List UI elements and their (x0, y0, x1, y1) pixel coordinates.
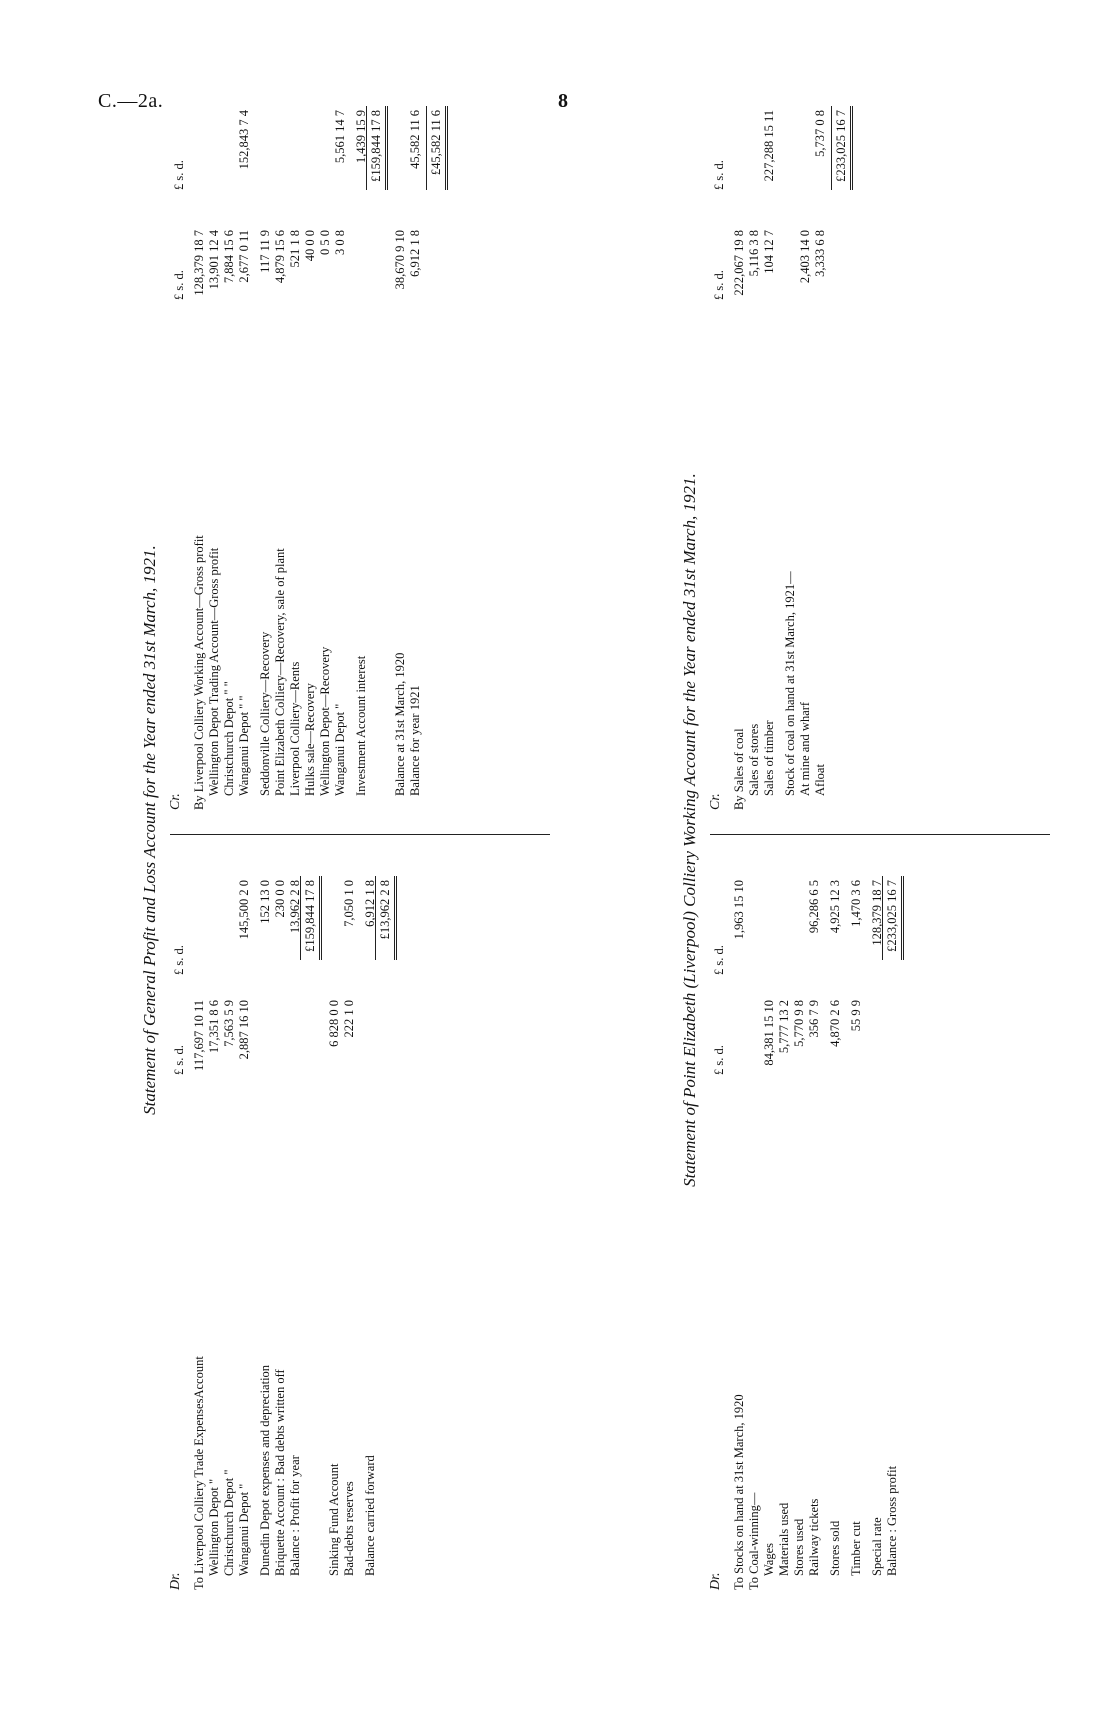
row-label: Balance at 31st March, 1920 (393, 652, 407, 796)
row-label: Afloat (813, 764, 827, 796)
statement-title: Statement of General Profit and Loss Account for the Year ended 31st March, 1921. (140, 545, 159, 1115)
cr-units: £ s. d. (172, 270, 186, 300)
column-divider (710, 834, 1050, 835)
row-label: Balance : Gross profit (885, 1465, 899, 1576)
total-rule (882, 876, 883, 960)
row-label: Railway tickets (807, 1498, 821, 1576)
row-label: Christchurch Depot " (222, 1469, 236, 1576)
cr-units: £ s. d. (712, 270, 726, 300)
dr-label: Dr. (168, 1572, 183, 1590)
row-label: To Coal-winning— (747, 1492, 761, 1590)
row-amount-outer: 5,561 14 7 (333, 110, 347, 164)
document-code: C.—2a. (98, 90, 164, 112)
row-amount-outer: £233,025 16 7 (885, 880, 899, 952)
row-label: Special rate (870, 1517, 884, 1576)
row-label: Wellington Depot " (207, 1478, 221, 1576)
row-amount-outer: 13,962 2 8 (288, 880, 302, 934)
row-amount-inner: 356 7 9 (807, 1000, 821, 1038)
double-rule (901, 876, 904, 960)
row-amount-inner: 5,116 3 8 (747, 230, 761, 277)
row-label: Liverpool Colliery—Rents (288, 661, 302, 796)
row-amount-outer: 96,286 6 5 (807, 880, 821, 934)
row-amount-outer: 45,582 11 6 (408, 110, 422, 169)
cr-label: Cr. (168, 793, 183, 810)
row-amount-inner: 2,403 14 0 (798, 230, 812, 284)
row-label: Timber cut (849, 1521, 863, 1576)
row-amount-inner: 2,887 16 10 (237, 1000, 251, 1060)
row-amount-outer: £159,844 17 8 (303, 880, 317, 952)
row-label: Briquette Account : Bad debts written off (273, 1369, 287, 1576)
row-label: Wages (762, 1542, 776, 1576)
dr-units-outer: £ s. d. (712, 945, 726, 975)
double-rule (394, 876, 397, 960)
row-amount-outer: 1,439 15 9 (354, 110, 368, 164)
row-amount-outer: £13,962 2 8 (378, 880, 392, 940)
row-label: Wanganui Depot " (333, 703, 347, 796)
cr-units-outer: £ s. d. (712, 160, 726, 190)
row-amount-inner: 104 12 7 (762, 230, 776, 274)
total-rule (300, 876, 301, 960)
row-amount-outer: 7,050 1 0 (342, 880, 356, 927)
row-label: By Sales of coal (732, 728, 746, 810)
row-label: Dunedin Depot expenses and depreciation (258, 1364, 272, 1576)
row-amount-outer: 6,912 1 8 (363, 880, 377, 927)
row-label: Balance : Profit for year (288, 1455, 302, 1576)
row-amount-inner: 7,884 15 6 (222, 230, 236, 284)
row-label: By Liverpool Colliery Working Account—Gross profit (192, 535, 206, 810)
row-label: At mine and wharf (798, 701, 812, 796)
dr-units-outer: £ s. d. (172, 945, 186, 975)
row-amount-inner: 6,912 1 8 (408, 230, 422, 277)
row-label: Point Elizabeth Colliery—Recovery, sale of plant (273, 548, 287, 796)
double-rule (319, 876, 322, 960)
row-amount-outer: 128,379 18 7 (870, 880, 884, 946)
row-amount-inner: 222 1 0 (342, 1000, 356, 1038)
row-label: Sinking Fund Account (327, 1463, 341, 1576)
row-amount-outer: 4,925 12 3 (828, 880, 842, 934)
row-amount-inner: 7,563 5 9 (222, 1000, 236, 1047)
row-label: Balance carried forward (363, 1455, 377, 1576)
dr-label: Dr. (708, 1572, 723, 1590)
double-rule (850, 106, 853, 190)
cr-label: Cr. (708, 793, 723, 810)
total-rule (426, 106, 427, 190)
row-amount-inner: 117 11 9 (258, 230, 272, 273)
row-amount-inner: 4,870 2 6 (828, 1000, 842, 1047)
row-amount-inner: 521 1 8 (288, 230, 302, 268)
row-label: Stores sold (828, 1520, 842, 1576)
row-amount-outer: £45,582 11 6 (429, 110, 443, 176)
column-divider (170, 834, 550, 835)
row-amount-outer: 145,500 2 0 (237, 880, 251, 940)
row-amount-inner: 4,879 15 6 (273, 230, 287, 284)
row-amount-outer: 1,963 15 10 (732, 880, 746, 940)
row-label: To Liverpool Colliery Trade ExpensesAccount (192, 1356, 206, 1590)
row-amount-outer: £159,844 17 8 (369, 110, 383, 182)
row-label: Wanganui Depot " (237, 1483, 251, 1576)
row-amount-outer: 230 0 0 (273, 880, 287, 918)
row-amount-inner: 3 0 8 (333, 230, 347, 255)
row-label: Hulks sale—Recovery (303, 683, 317, 796)
row-amount-inner: 38,670 9 10 (393, 230, 407, 290)
row-amount-outer: 152,843 7 4 (237, 110, 251, 170)
row-label: Stock of coal on hand at 31st March, 1921— (783, 571, 797, 796)
total-rule (375, 876, 376, 960)
row-amount-outer: £233,025 16 7 (834, 110, 848, 182)
row-amount-inner: 5,770 9 8 (792, 1000, 806, 1047)
row-label: Sales of timber (762, 720, 776, 796)
row-label: Christchurch Depot " " (222, 681, 236, 796)
row-amount-inner: 84,381 15 10 (762, 1000, 776, 1066)
row-label: Materials used (777, 1502, 791, 1576)
rotated-statements (140, 50, 1040, 1610)
point-elizabeth-statement (680, 50, 1100, 1610)
row-label: Stores used (792, 1518, 806, 1576)
cr-units-outer: £ s. d. (172, 160, 186, 190)
row-amount-inner: 222,067 19 8 (732, 230, 746, 296)
dr-units: £ s. d. (172, 1045, 186, 1075)
row-label: Investment Account interest (354, 655, 368, 796)
row-amount-outer: 227,288 15 11 (762, 110, 776, 182)
row-label: Wellington Depot—Recovery (318, 646, 332, 796)
row-label: Wellington Depot Trading Account—Gross profit (207, 547, 221, 796)
row-amount-inner: 5,777 13 2 (777, 1000, 791, 1054)
row-amount-inner: 13,901 12 4 (207, 230, 221, 290)
total-rule (366, 106, 367, 190)
row-label: To Stocks on hand at 31st March, 1920 (732, 1394, 746, 1590)
row-label: Wanganui Depot " " (237, 695, 251, 796)
row-label: Seddonville Colliery—Recovery (258, 631, 272, 796)
total-rule (831, 106, 832, 190)
row-amount-inner: 40 0 0 (303, 230, 317, 262)
row-amount-inner: 117,697 10 11 (192, 1000, 206, 1071)
row-amount-inner: 3,333 6 8 (813, 230, 827, 277)
double-rule (385, 106, 388, 190)
row-label: Bad-debts reserves (342, 1481, 356, 1576)
row-label: Sales of stores (747, 723, 761, 796)
row-amount-inner: 6 828 0 0 (327, 1000, 341, 1047)
general-profit-loss-statement (140, 50, 560, 1610)
row-amount-outer: 152 13 0 (258, 880, 272, 924)
statement-title: Statement of Point Elizabeth (Liverpool) Colliery Working Account for the Year ended 31st March, 1921. (680, 473, 699, 1187)
double-rule (445, 106, 448, 190)
page-number: 8 (558, 90, 568, 112)
row-amount-inner: 55 9 9 (849, 1000, 863, 1032)
row-amount-outer: 5,737 0 8 (813, 110, 827, 157)
row-amount-inner: 128,379 18 7 (192, 230, 206, 296)
row-amount-inner: 17,351 8 6 (207, 1000, 221, 1054)
dr-units: £ s. d. (712, 1045, 726, 1075)
row-amount-inner: 0 5 0 (318, 230, 332, 255)
row-label: Balance for year 1921 (408, 685, 422, 796)
row-amount-outer: 1,470 3 6 (849, 880, 863, 927)
row-amount-inner: 2,677 0 11 (237, 230, 251, 283)
